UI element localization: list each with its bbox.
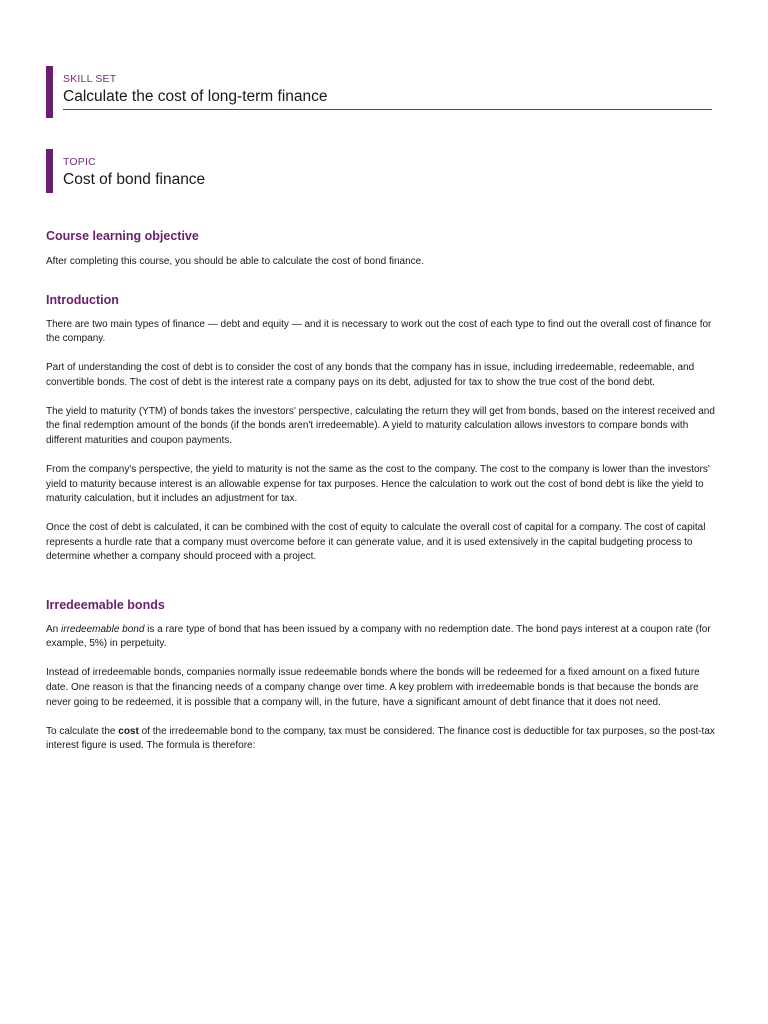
irredeemable-paragraph: Instead of irredeemable bonds, companies normally issue redeemable bonds where the bonds will be redeemed for a fixed amount on a fixed future date. One reason is that the financing needs of a company change over time. A key problem with irredeemable bonds is that because the bonds are never going to be redeemed, it is possible that a company will, in the future, have a significant amount of debt finance that it does not need. bbox=[46, 667, 700, 708]
irredeemable-p3-before: To calculate the bbox=[46, 725, 119, 737]
skill-set-divider bbox=[63, 109, 712, 110]
irredeemable-p3-after: of the irredeemable bond to the company, tax must be considered. The finance cost is deductible for tax purposes, so the post-tax interest figure is used. The formula is therefore: bbox=[46, 725, 715, 752]
introduction-paragraph: There are two main types of finance — debt and equity — and it is necessary to work out the cost of each type to find out the overall cost of finance for the company. bbox=[46, 318, 712, 345]
cost-term: cost bbox=[118, 725, 139, 737]
topic-eyebrow: TOPIC bbox=[63, 156, 96, 168]
objective-heading: Course learning objective bbox=[46, 229, 199, 243]
objective-text: After completing this course, you should be able to calculate the cost of bond finance. bbox=[46, 256, 425, 267]
introduction-paragraph: Part of understanding the cost of debt is to consider the cost of any bonds that the company has in issue, including irredeemable, redeemable, and convertible bonds. The cost of debt is the interest rate a company pays on its debt, adjusted for tax to show the true cost of the bond debt. bbox=[46, 362, 695, 388]
main-content bbox=[46, 224, 722, 754]
introduction-paragraph: The yield to maturity (YTM) of bonds takes the investors' perspective, calculating the return they will get from bonds, based on the interest received and the final redemption amount of the bonds (if the bonds aren't irredeemable). A yield to maturity calculation allows investors to compare bonds with different maturities and coupon payments. bbox=[46, 405, 715, 446]
introduction-paragraph: From the company's perspective, the yield to maturity is not the same as the cost to the company. The cost to the company is lower than the investors' yield to maturity because interest is an allowable expense for tax purposes. Hence the calculation to work out the cost of bond debt is like the yield to maturity calculation, but it includes an adjustment for tax. bbox=[46, 463, 710, 505]
topic-block bbox=[46, 149, 205, 193]
skill-set-block bbox=[46, 66, 715, 118]
irredeemable-p1-after: is a rare type of bond that has been issued by a company with no redemption date. The bond pays interest at a coupon rate (for example, 5%) in perpetuity. bbox=[46, 623, 711, 650]
irredeemable-paragraph bbox=[46, 623, 722, 652]
irredeemable-heading: Irredeemable bonds bbox=[46, 597, 165, 612]
irredeemable-p1-before: An bbox=[46, 623, 62, 635]
skill-set-eyebrow: SKILL SET bbox=[63, 73, 117, 85]
irredeemable-paragraph bbox=[46, 725, 722, 754]
topic-title: Cost of bond finance bbox=[63, 171, 206, 188]
irredeemable-bond-term: irredeemable bond bbox=[61, 623, 145, 635]
introduction-paragraph: Once the cost of debt is calculated, it can be combined with the cost of equity to calculate the overall cost of capital for a company. The cost of capital represents a hurdle rate that a company must overcome before it can generate value, and it is used extensively in the capital budgeting process to determine whether a company should proceed with a project. bbox=[46, 522, 706, 563]
skill-set-title: Calculate the cost of long-term finance bbox=[63, 88, 328, 105]
introduction-heading: Introduction bbox=[46, 292, 119, 307]
